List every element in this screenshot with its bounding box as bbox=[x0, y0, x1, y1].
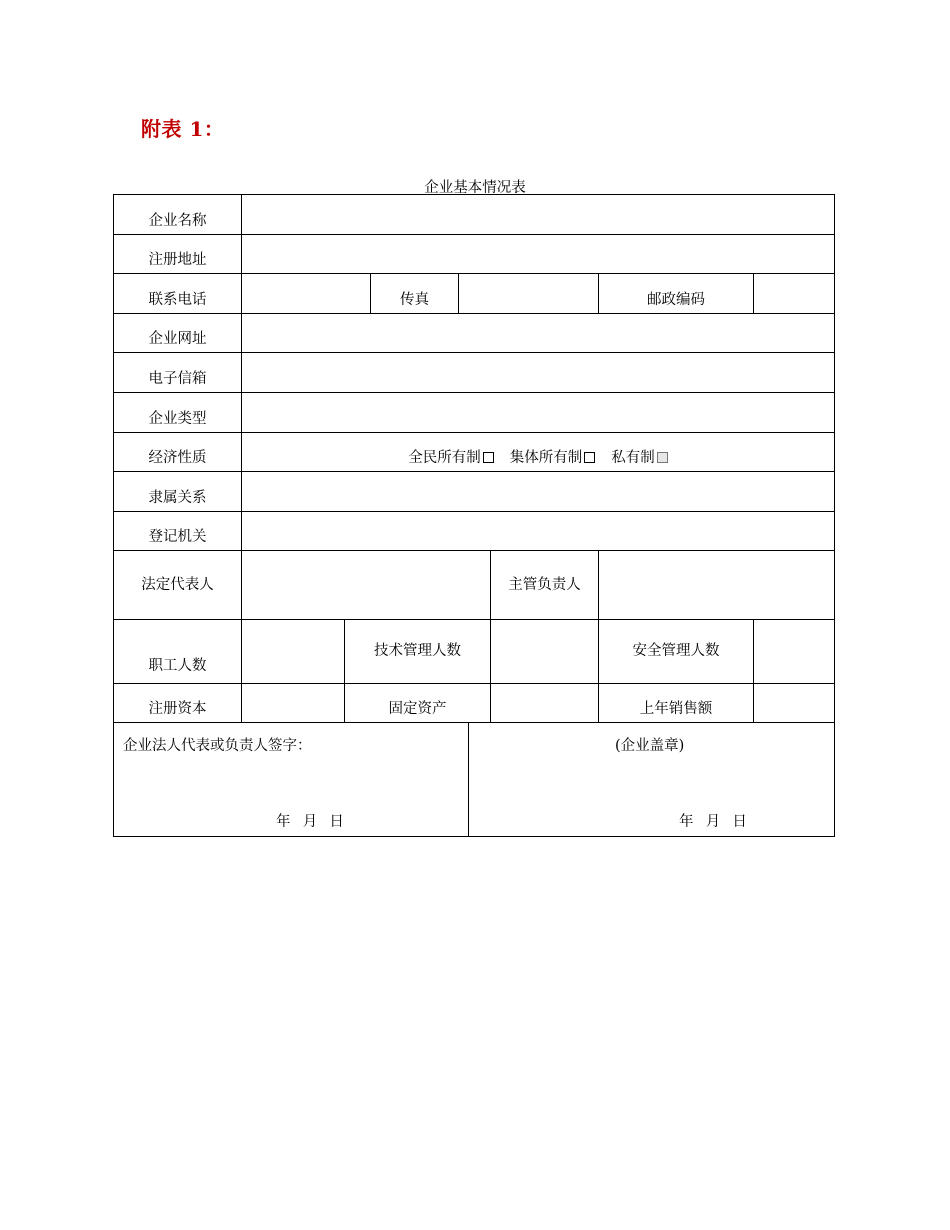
option-collective-label: 集体所有制 bbox=[509, 449, 583, 466]
label-legal-rep: 法定代表人 bbox=[113, 550, 242, 620]
checkbox-private[interactable] bbox=[657, 452, 668, 463]
table-title: 企业基本情况表 bbox=[424, 180, 526, 196]
label-economic-nature: 经济性质 bbox=[113, 432, 242, 472]
label-fax: 传真 bbox=[370, 273, 459, 314]
label-email: 电子信箱 bbox=[113, 352, 242, 393]
input-reg-authority[interactable] bbox=[241, 511, 835, 551]
option-state-owned[interactable] bbox=[408, 451, 494, 466]
input-postcode[interactable] bbox=[753, 273, 835, 314]
input-legal-rep[interactable] bbox=[241, 550, 491, 620]
option-private[interactable] bbox=[611, 451, 668, 466]
option-collective[interactable] bbox=[510, 451, 596, 466]
input-reg-capital[interactable] bbox=[241, 683, 345, 723]
input-last-year-sales[interactable] bbox=[753, 683, 835, 723]
economic-nature-options bbox=[241, 432, 835, 472]
label-company-type: 企业类型 bbox=[113, 392, 242, 433]
label-affiliation: 隶属关系 bbox=[113, 471, 242, 512]
input-manager[interactable] bbox=[598, 550, 835, 620]
label-safety-mgmt-count: 安全管理人数 bbox=[598, 619, 754, 684]
label-company-name: 企业名称 bbox=[113, 194, 242, 235]
option-state-owned-label: 全民所有制 bbox=[408, 449, 481, 466]
input-fixed-assets[interactable] bbox=[490, 683, 599, 723]
seal-area[interactable] bbox=[468, 722, 835, 837]
checkbox-state-owned[interactable] bbox=[483, 452, 494, 463]
input-website[interactable] bbox=[241, 313, 835, 353]
label-phone: 联系电话 bbox=[113, 273, 242, 314]
input-staff-count[interactable] bbox=[241, 619, 345, 684]
label-postcode: 邮政编码 bbox=[598, 273, 754, 314]
signature-label: 企业法人代表或负责人签字： bbox=[123, 738, 312, 754]
input-email[interactable] bbox=[241, 352, 835, 393]
input-fax[interactable] bbox=[458, 273, 599, 314]
signature-date: 年 月 日 bbox=[276, 814, 345, 830]
label-tech-mgmt-count: 技术管理人数 bbox=[344, 619, 491, 684]
input-tech-mgmt-count[interactable] bbox=[490, 619, 599, 684]
label-staff-count: 职工人数 bbox=[113, 619, 242, 684]
seal-date: 年 月 日 bbox=[679, 814, 748, 830]
input-affiliation[interactable] bbox=[241, 471, 835, 512]
input-company-type[interactable] bbox=[241, 392, 835, 433]
label-reg-authority: 登记机关 bbox=[113, 511, 242, 551]
seal-label: (企业盖章) bbox=[615, 738, 685, 754]
checkbox-collective[interactable] bbox=[584, 452, 595, 463]
label-manager: 主管负责人 bbox=[490, 550, 599, 620]
input-company-name[interactable] bbox=[241, 194, 835, 235]
signature-area[interactable] bbox=[113, 722, 469, 837]
label-reg-capital: 注册资本 bbox=[113, 683, 242, 723]
option-private-label: 私有制 bbox=[611, 449, 655, 466]
label-fixed-assets: 固定资产 bbox=[344, 683, 491, 723]
input-safety-mgmt-count[interactable] bbox=[753, 619, 835, 684]
label-website: 企业网址 bbox=[113, 313, 242, 353]
label-reg-address: 注册地址 bbox=[113, 234, 242, 274]
input-reg-address[interactable] bbox=[241, 234, 835, 274]
input-phone[interactable] bbox=[241, 273, 371, 314]
label-last-year-sales: 上年销售额 bbox=[598, 683, 754, 723]
appendix-heading: 附表 1： bbox=[141, 117, 225, 141]
